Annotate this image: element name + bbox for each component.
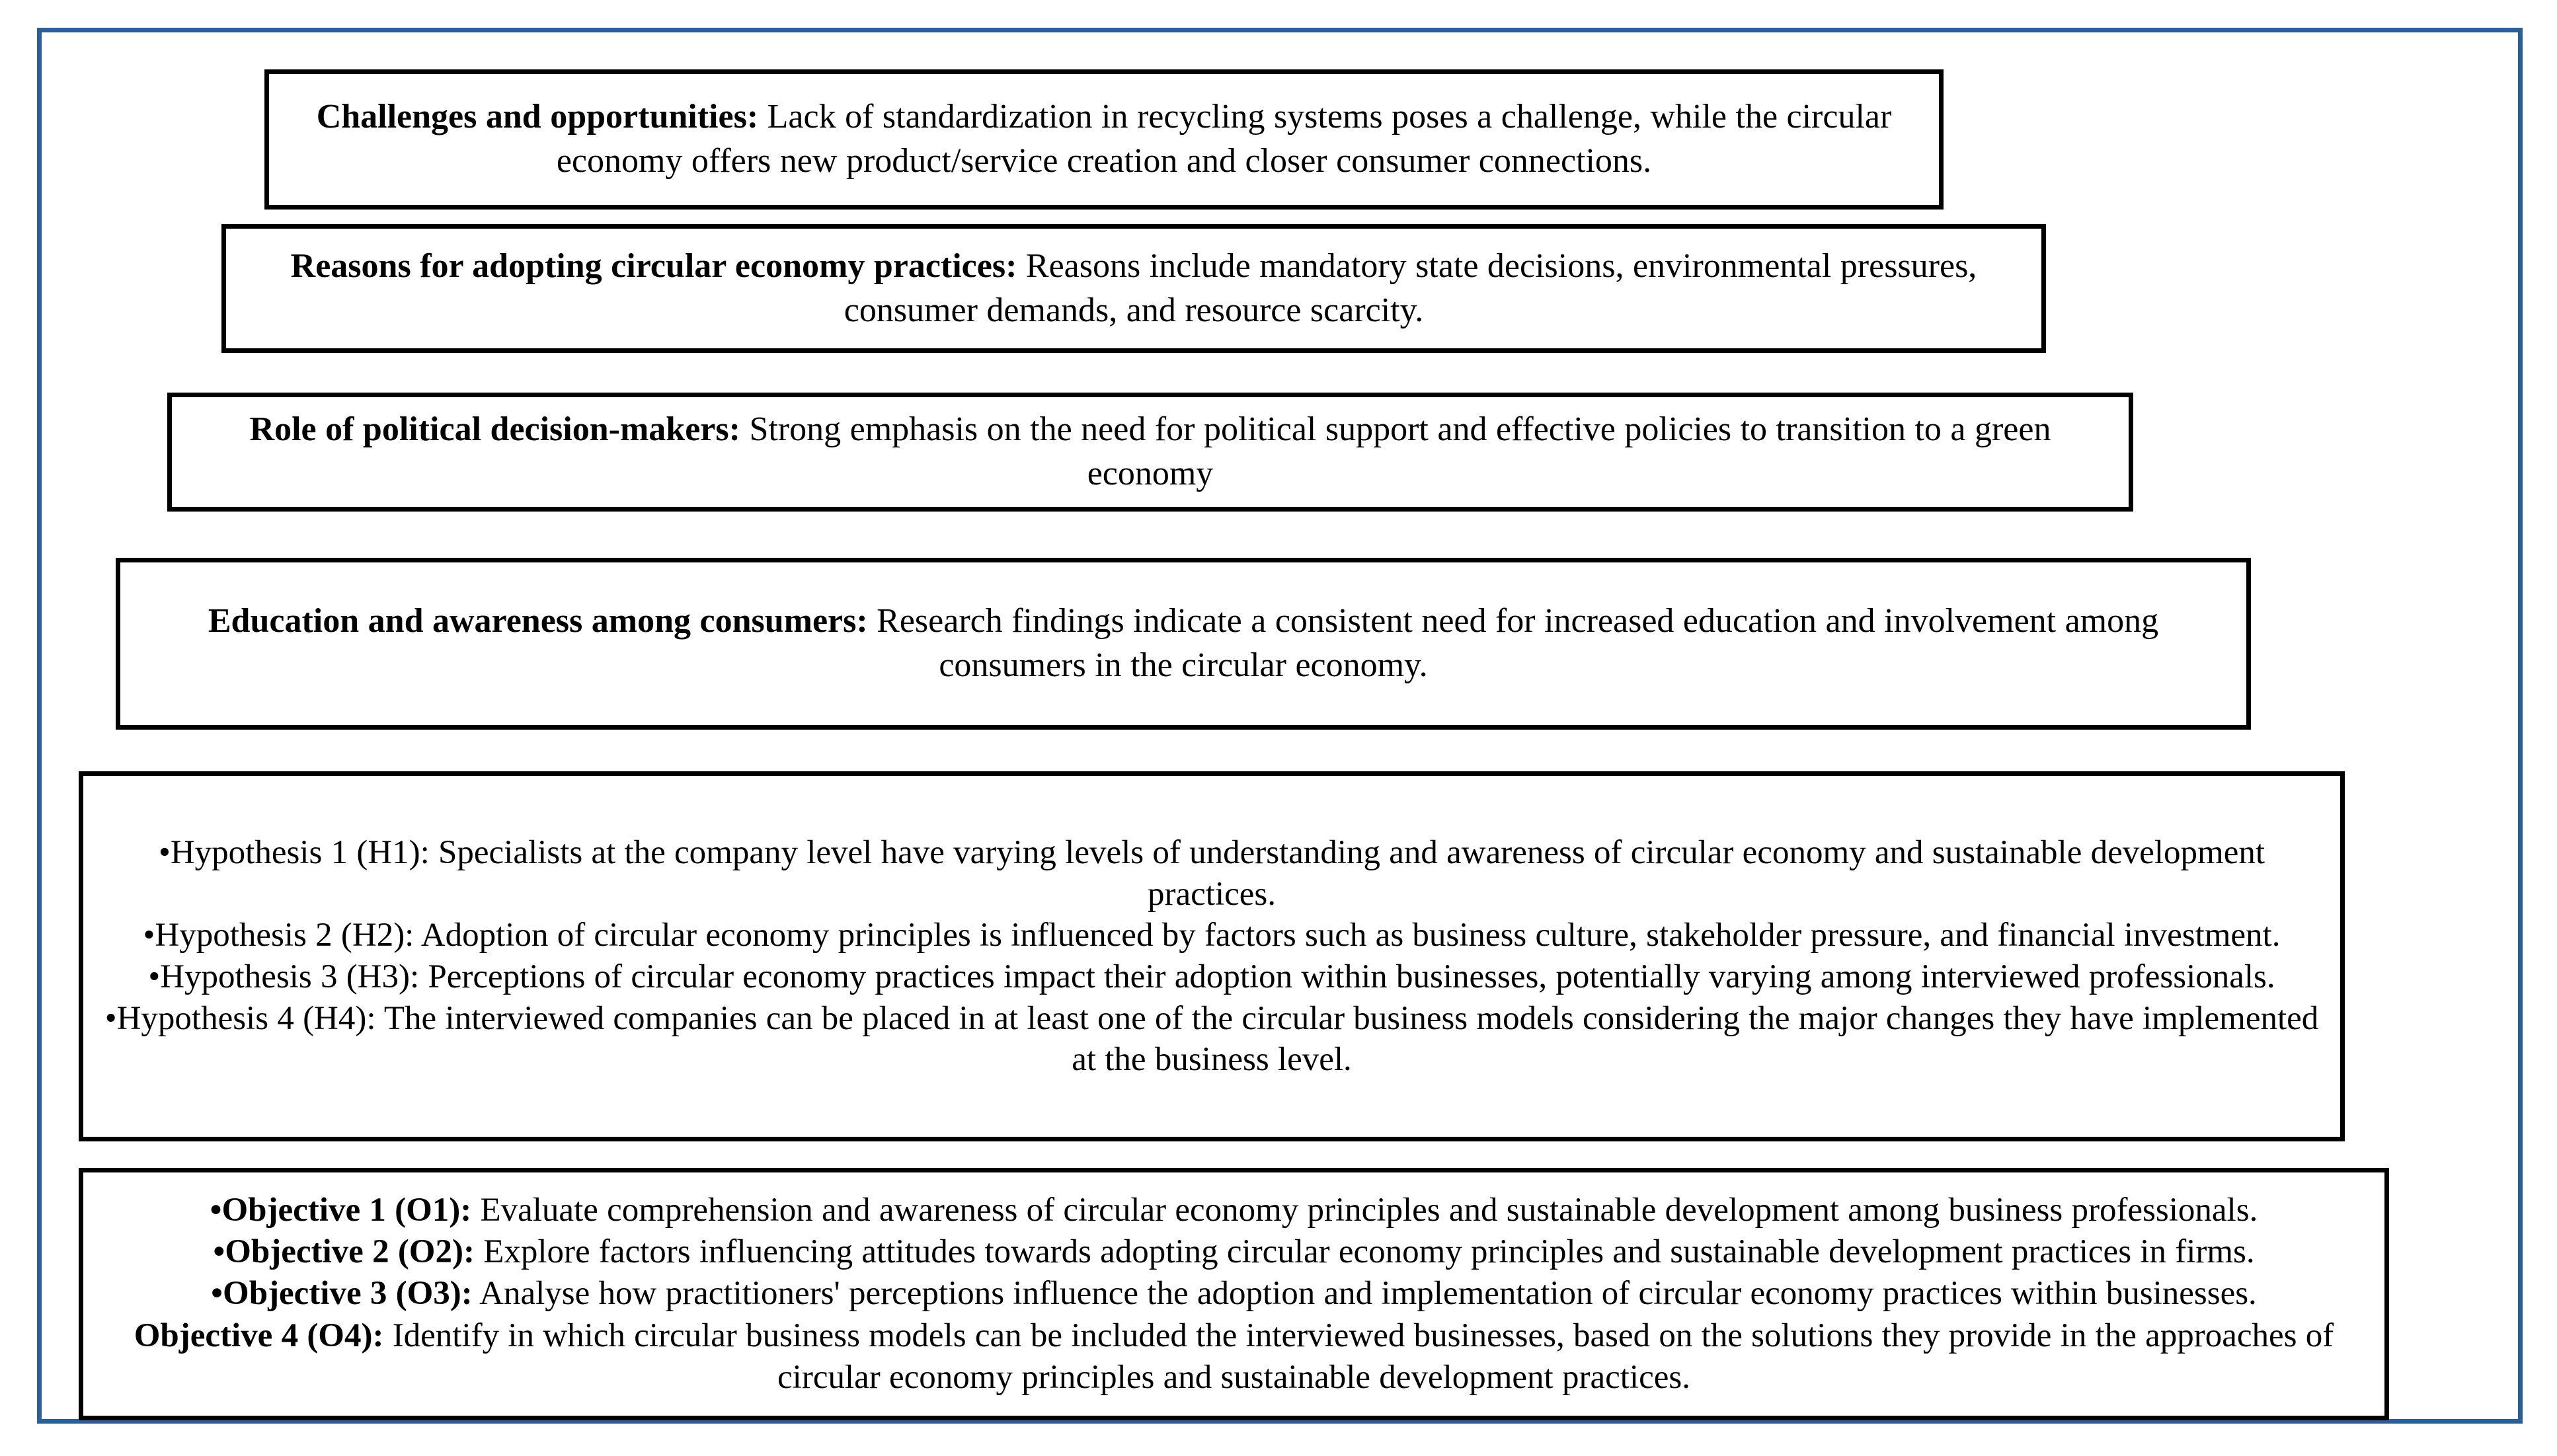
objective-item [83,1231,2384,1273]
bullet-marker: • [158,833,171,871]
findings-box-education-and-awareness [116,558,2251,730]
objective-item [83,1315,2384,1399]
objective-body-text: Evaluate comprehension and awareness of circular economy principles and sustainable development among business professionals. [471,1191,2258,1229]
figure-box-stack [42,32,2518,1419]
bullet-marker: • [104,999,117,1037]
objective-lead-label: Objective 3 (O3): [223,1275,473,1313]
findings-box-challenges-and-opportunities [264,69,1944,210]
hypotheses-box [79,771,2345,1141]
box-text [120,599,2246,687]
objectives-box [79,1168,2389,1420]
hypothesis-lead-label: Hypothesis 2 (H2): [155,917,414,954]
objective-lead-label: Objective 2 (O2): [225,1233,475,1271]
hypothesis-body-text: Specialists at the company level have varying levels of understanding and awareness of circular economy and sustainable development practices. [429,833,2265,913]
objective-body-text: Explore factors influencing attitudes towards adopting circular economy principles and sustainable development practices in firms. [474,1233,2255,1271]
bullet-marker: • [211,1275,223,1313]
box-lead-label: Challenges and opportunities: [316,98,759,136]
objective-item [83,1190,2384,1231]
hypothesis-item [83,998,2340,1081]
objective-body-text: Identify in which circular business models can be included the interviewed businesses, based on the solutions they provide in the approaches of circular economy principles and sustainable development practices. [383,1317,2334,1396]
box-body-text: Lack of standardization in recycling systems poses a challenge, while the circular economy offers new product/service creation and closer consumer connections. [556,98,1892,180]
hypothesis-item [83,956,2340,998]
box-body-text: Reasons include mandatory state decisions, environmental pressures, consumer demands, and resource scarcity. [844,247,1977,329]
box-lead-label: Education and awareness among consumers: [208,602,868,640]
findings-box-reasons-for-adopting [221,224,2046,353]
hypothesis-lead-label: Hypothesis 3 (H3): [160,958,420,995]
figure-outer-border [37,28,2523,1424]
findings-box-role-of-political-decision-makers [167,393,2133,512]
bullet-marker: • [143,917,155,954]
objective-lead-label: Objective 1 (O1): [221,1191,472,1229]
hypothesis-item [83,915,2340,956]
hypothesis-lead-label: Hypothesis 1 (H1): [170,833,430,871]
hypothesis-body-text: Adoption of circular economy principles is influenced by factors such as business culture, stakeholder pressure, and financial investment. [414,917,2281,954]
hypothesis-body-text: Perceptions of circular economy practices impact their adoption within businesses, potentially varying among interviewed professionals. [419,958,2275,995]
hypothesis-item [83,832,2340,915]
hypothesis-body-text: The interviewed companies can be placed in at least one of the circular business models considering the major changes they have implemented at the business level. [375,999,2319,1079]
bullet-marker: • [148,958,161,995]
box-lead-label: Role of political decision-makers: [249,410,740,449]
bullet-marker: • [213,1233,225,1271]
box-text [226,245,2041,332]
objective-body-text: Analyse how practitioners' perceptions influence the adoption and implementation of circular economy practices within businesses. [472,1275,2257,1313]
objective-item [83,1273,2384,1315]
box-body-text: Strong emphasis on the need for political support and effective policies to transition to a green economy [740,410,2051,492]
box-lead-label: Reasons for adopting circular economy practices: [290,247,1017,285]
objective-lead-label: Objective 4 (O4): [134,1317,384,1354]
bullet-marker: • [210,1191,222,1229]
box-body-text: Research findings indicate a consistent need for increased education and involvement among consumers in the circular economy. [867,602,2159,684]
box-text [269,95,1939,183]
box-text [172,408,2129,496]
hypothesis-lead-label: Hypothesis 4 (H4): [116,999,376,1037]
